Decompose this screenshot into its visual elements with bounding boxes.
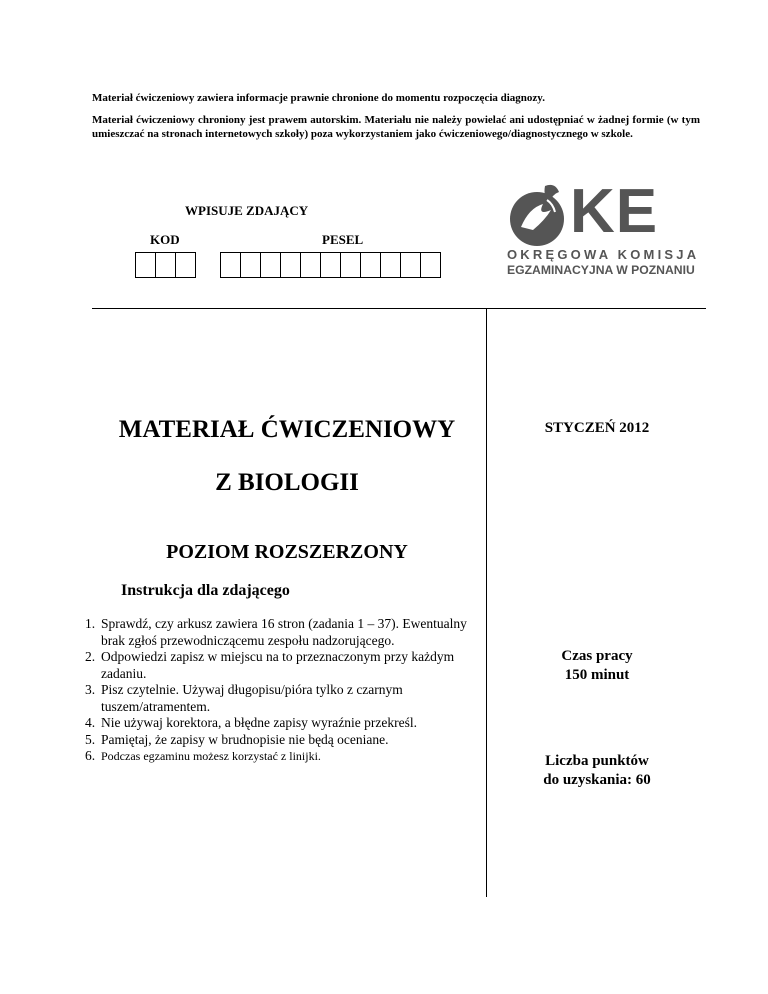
time-info (487, 647, 707, 685)
time-label: Czas pracy (561, 648, 633, 664)
pesel-digit-box[interactable] (220, 252, 241, 278)
item-number: 1. (85, 616, 96, 631)
instructions-list (85, 616, 485, 765)
item-text: Pisz czytelnie. Używaj długopisu/pióra tylko z czarnym tuszem/atramentem. (101, 682, 403, 714)
exam-level: POZIOM ROZSZERZONY (166, 541, 408, 563)
vertical-divider (486, 309, 487, 897)
item-text: Podczas egzaminu możesz korzystać z linijki. (101, 749, 321, 763)
pesel-digit-box[interactable] (261, 252, 281, 278)
logo-letters: KE (570, 177, 659, 246)
kod-digit-box[interactable] (156, 252, 176, 278)
kod-input-boxes[interactable] (135, 252, 196, 278)
pesel-digit-box[interactable] (281, 252, 301, 278)
list-item (85, 682, 485, 715)
title-line-2: Z BIOLOGII (215, 469, 359, 496)
pesel-digit-box[interactable] (321, 252, 341, 278)
candidate-header: WPISUJE ZDAJĄCY (185, 203, 309, 218)
notice-line-1: Materiał ćwiczeniowy zawiera informacje prawnie chronione do momentu rozpoczęcia diagnozy. (92, 92, 545, 104)
item-text: Nie używaj korektora, a błędne zapisy wyraźnie przekreśl. (101, 715, 417, 730)
horizontal-divider (92, 308, 706, 309)
pesel-digit-box[interactable] (341, 252, 361, 278)
pesel-digit-box[interactable] (421, 252, 441, 278)
pesel-digit-box[interactable] (401, 252, 421, 278)
logo-line-1: OKRĘGOWA KOMISJA (507, 247, 700, 262)
time-value: 150 minut (564, 667, 630, 683)
list-item (85, 715, 485, 732)
notice-line-2: Materiał ćwiczeniowy chroniony jest prawem autorskim. Materiału nie należy powielać ani udostępniać w żadnej formie (w tym umieszczać na stronach internetowych szkoły) poza wykorzystaniem jako ćwiczeniowego/diagnostycznego w szkole. (92, 114, 700, 140)
item-number: 3. (85, 682, 96, 697)
item-number: 2. (85, 649, 96, 664)
points-info (487, 752, 707, 790)
pesel-digit-box[interactable] (361, 252, 381, 278)
instructions-heading: Instrukcja dla zdającego (121, 582, 290, 599)
oke-logo (507, 177, 700, 280)
title-line-1: MATERIAŁ ĆWICZENIOWY (118, 416, 456, 443)
kod-label: KOD (150, 232, 180, 247)
list-item (85, 649, 485, 682)
logo-line-2: EGZAMINACYJNA W POZNANIU (507, 263, 695, 277)
item-number: 5. (85, 731, 96, 747)
points-label: Liczba punktów (545, 753, 649, 769)
list-item (85, 748, 485, 765)
item-text: Odpowiedzi zapisz w miejscu na to przeznaczonym przy każdym zadaniu. (101, 649, 455, 681)
pesel-digit-box[interactable] (381, 252, 401, 278)
list-item (85, 616, 485, 649)
item-number: 6. (85, 748, 96, 763)
pesel-digit-box[interactable] (301, 252, 321, 278)
kod-digit-box[interactable] (176, 252, 196, 278)
kod-digit-box[interactable] (135, 252, 156, 278)
list-item (85, 732, 485, 749)
item-text: Sprawdź, czy arkusz zawiera 16 stron (zadania 1 – 37). Ewentualny brak zgłoś przewodniczącemu zespołu nadzorującego. (101, 616, 467, 648)
points-value: do uzyskania: 60 (543, 772, 651, 788)
item-number: 4. (85, 715, 96, 730)
pesel-digit-box[interactable] (241, 252, 261, 278)
exam-date: STYCZEŃ 2012 (544, 420, 650, 436)
item-text: Pamiętaj, że zapisy w brudnopisie nie będą oceniane. (101, 731, 389, 747)
pesel-label: PESEL (322, 232, 364, 247)
pesel-input-boxes[interactable] (220, 252, 441, 278)
